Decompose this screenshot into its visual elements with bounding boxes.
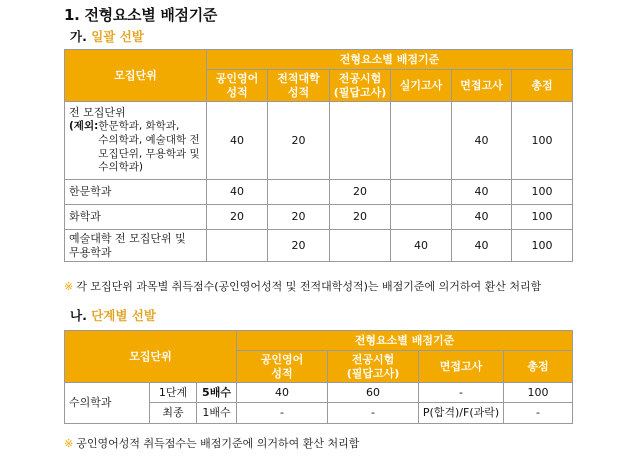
cell: - (419, 383, 504, 403)
subsection-b-title (70, 306, 156, 324)
stage-cell: 최종 (150, 403, 197, 424)
subsection-a-prefix: 가. (70, 29, 87, 44)
header-english: 공인영어 성적 (207, 70, 268, 102)
cell: 20 (268, 205, 330, 230)
cell: 40 (207, 102, 268, 180)
subsection-a-label: 일괄 선발 (91, 29, 144, 44)
header-practical: 실기고사 (391, 70, 452, 102)
cell: 20 (207, 205, 268, 230)
table-stage-selection (64, 330, 573, 424)
header-group: 전형요소별 배점기준 (207, 50, 573, 70)
header-major-exam: 전공시험 (필답고사) (328, 351, 419, 383)
cell (268, 180, 330, 205)
header-interview: 면접고사 (419, 351, 504, 383)
cell: 40 (391, 230, 452, 262)
cell: 20 (330, 205, 391, 230)
note-b (64, 435, 359, 451)
table-row (65, 102, 573, 180)
cell: 40 (207, 180, 268, 205)
cell: - (328, 403, 419, 424)
stage-cell: 1단계 (150, 383, 197, 403)
subsection-b-label: 단계별 선발 (91, 308, 156, 323)
header-total: 총점 (512, 70, 573, 102)
section-title: 1. 전형요소별 배점기준 (64, 6, 218, 24)
cell: 60 (328, 383, 419, 403)
cell: 40 (452, 180, 512, 205)
row-unit-all: 전 모집단위 (제외: 한문학과, 화학과, 수의학과, 예술대학 전 모집단위, 무용학과 및 수의학과) (65, 102, 207, 180)
cell: 40 (452, 102, 512, 180)
table-lump-selection (64, 49, 573, 262)
subsection-b-prefix: 나. (70, 308, 87, 323)
cell: 100 (512, 102, 573, 180)
cell: 100 (504, 383, 573, 403)
cell: - (504, 403, 573, 424)
multiplier-cell: 5배수 (197, 383, 237, 403)
cell: 20 (330, 180, 391, 205)
row-unit: 예술대학 전 모집단위 및 무용학과 (65, 230, 207, 262)
table-row (65, 383, 573, 403)
cell: 40 (452, 230, 512, 262)
multiplier-cell: 1배수 (197, 403, 237, 424)
cell: 100 (512, 205, 573, 230)
cell: - (237, 403, 328, 424)
cell (330, 230, 391, 262)
table-row (65, 205, 573, 230)
note-text: 각 모집단위 과목별 취득점수(공인영어성적 및 전적대학성적)는 배점기준에 의거하여 환산 처리함 (76, 280, 542, 293)
cell (391, 180, 452, 205)
row-unit: 화학과 (65, 205, 207, 230)
row-unit: 한문학과 (65, 180, 207, 205)
cell: 40 (452, 205, 512, 230)
cell: 40 (237, 383, 328, 403)
header-english: 공인영어 성적 (237, 351, 328, 383)
table-row (65, 230, 573, 262)
header-unit: 모집단위 (65, 50, 207, 102)
note-mark: ※ (64, 437, 74, 450)
header-prev-college: 전적대학 성적 (268, 70, 330, 102)
subsection-a-title (70, 27, 144, 45)
cell (207, 230, 268, 262)
cell (330, 102, 391, 180)
cell: P(합격)/F(과락) (419, 403, 504, 424)
note-a (64, 278, 541, 294)
header-unit: 모집단위 (65, 331, 237, 383)
note-mark: ※ (64, 280, 74, 293)
cell (391, 205, 452, 230)
header-total: 총점 (504, 351, 573, 383)
cell (391, 102, 452, 180)
row-unit: 수의학과 (65, 383, 150, 424)
cell: 20 (268, 102, 330, 180)
note-text: 공인영어성적 취득점수는 배점기준에 의거하여 환산 처리함 (76, 437, 360, 450)
table-row (65, 180, 573, 205)
header-major-exam: 전공시험 (필답고사) (330, 70, 391, 102)
header-group: 전형요소별 배점기준 (237, 331, 573, 351)
cell: 20 (268, 230, 330, 262)
header-interview: 면접고사 (452, 70, 512, 102)
cell: 100 (512, 230, 573, 262)
cell: 100 (512, 180, 573, 205)
